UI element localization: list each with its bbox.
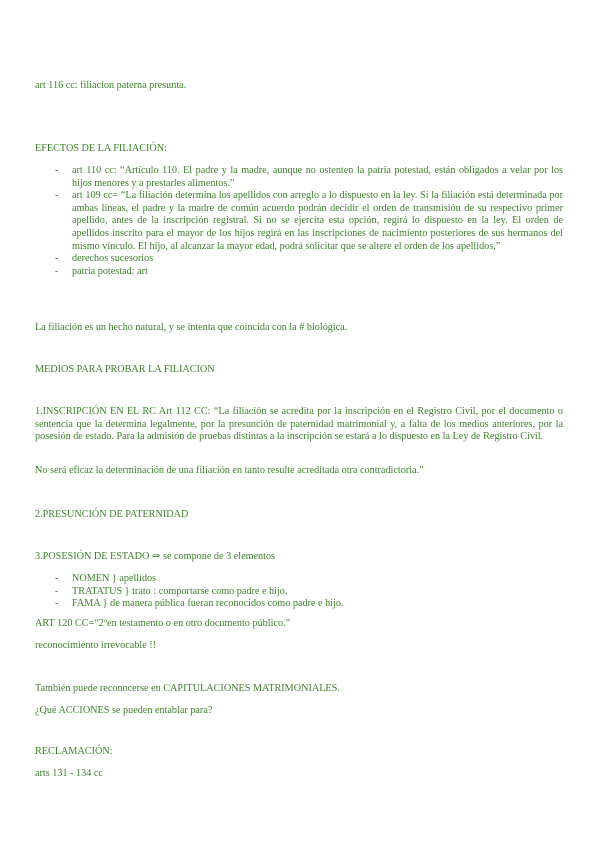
presuncion-heading: 2.PRESUNCIÓN DE PATERNIDAD bbox=[35, 509, 189, 520]
capitulaciones-line: También puede reconocerse en CAPITULACIONES MATRIMONIALES. bbox=[35, 683, 340, 694]
acciones-line: ¿Qué ACCIONES se pueden entablar para? bbox=[35, 705, 213, 716]
arts131-line: arts 131 - 134 cc bbox=[35, 768, 103, 779]
posesion-item-nomen: - NOMEN } apellidos bbox=[35, 573, 563, 586]
efectos-heading: EFECTOS DE LA FILIACIÓN: bbox=[35, 143, 167, 154]
hecho-natural-line: La filiación es un hecho natural, y se intenta que coincida con la # biológica. bbox=[35, 322, 348, 333]
reclamacion-heading: RECLAMACIÓN: bbox=[35, 746, 113, 757]
posesion-item-fama: - FAMA } de manera pública fueran reconocidos como padre e hijo. bbox=[35, 598, 563, 611]
art120-line: ART 120 CC=“2ºen testamento o en otro documento público.” bbox=[35, 618, 291, 629]
reconocimiento-line: reconocimiento irrevocable !! bbox=[35, 640, 157, 651]
efectos-item-art110: - art 110 cc: “Artículo 110. El padre y la madre, aunque no ostenten la patria potestad, están obligados a velar por los hijos menores y a prestarles alimentos.” bbox=[35, 165, 563, 190]
posesion-item-tratatus: - TRATATUS } trato : comportarse como padre e hijo. bbox=[35, 586, 563, 599]
art116-line: art 116 cc: filiacion paterna presunta. bbox=[35, 80, 187, 91]
posesion-list bbox=[35, 573, 563, 611]
efectos-item-patria: - patria potestad: art bbox=[35, 266, 563, 279]
posesion-heading: 3.POSESIÓN DE ESTADO ⇒ se compone de 3 elementos bbox=[35, 551, 276, 562]
efectos-item-derechos: - derechos sucesorios bbox=[35, 253, 563, 266]
efectos-item-art109: - art 109 cc= “La filiación determina los apellidos con arreglo a lo dispuesto en la ley. Si la filiación está determinada por ambas líneas, el padre y la madre de común acuerdo podrán decidir el orden de transmisión de su respectivo primer apellido, antes de la inscripción registral. Si no se ejercita esta opción, regirá lo dispuesto en la ley. El orden de apellidos inscrito para el mayor de los hijos regirá en las inscripciones de nacimiento posteriores de sus hermanos del mismo vínculo. El hijo, al alcanzar la mayor edad, podrá solicitar que se altere el orden de los apellidos.” bbox=[35, 190, 563, 253]
no-sera-line: No será eficaz la determinación de una filiación en tanto resulte acreditada otra contradictoria.” bbox=[35, 465, 424, 476]
efectos-list bbox=[35, 165, 563, 278]
inscripcion-paragraph: 1.INSCRIPCIÓN EN EL RC Art 112 CC: “La filiación se acredita por la inscripción en el Registro Civil, por el documento o sentencia que la determina legalmente, por la presunción de paternidad matrimonial y, a falta de los medios anteriores, por la posesión de estado. Para la admisión de pruebas distintas a la inscripción se estará a lo dispuesto en la Ley de Registro Civil. bbox=[35, 406, 563, 443]
medios-heading: MEDIOS PARA PROBAR LA FILIACION bbox=[35, 364, 215, 375]
